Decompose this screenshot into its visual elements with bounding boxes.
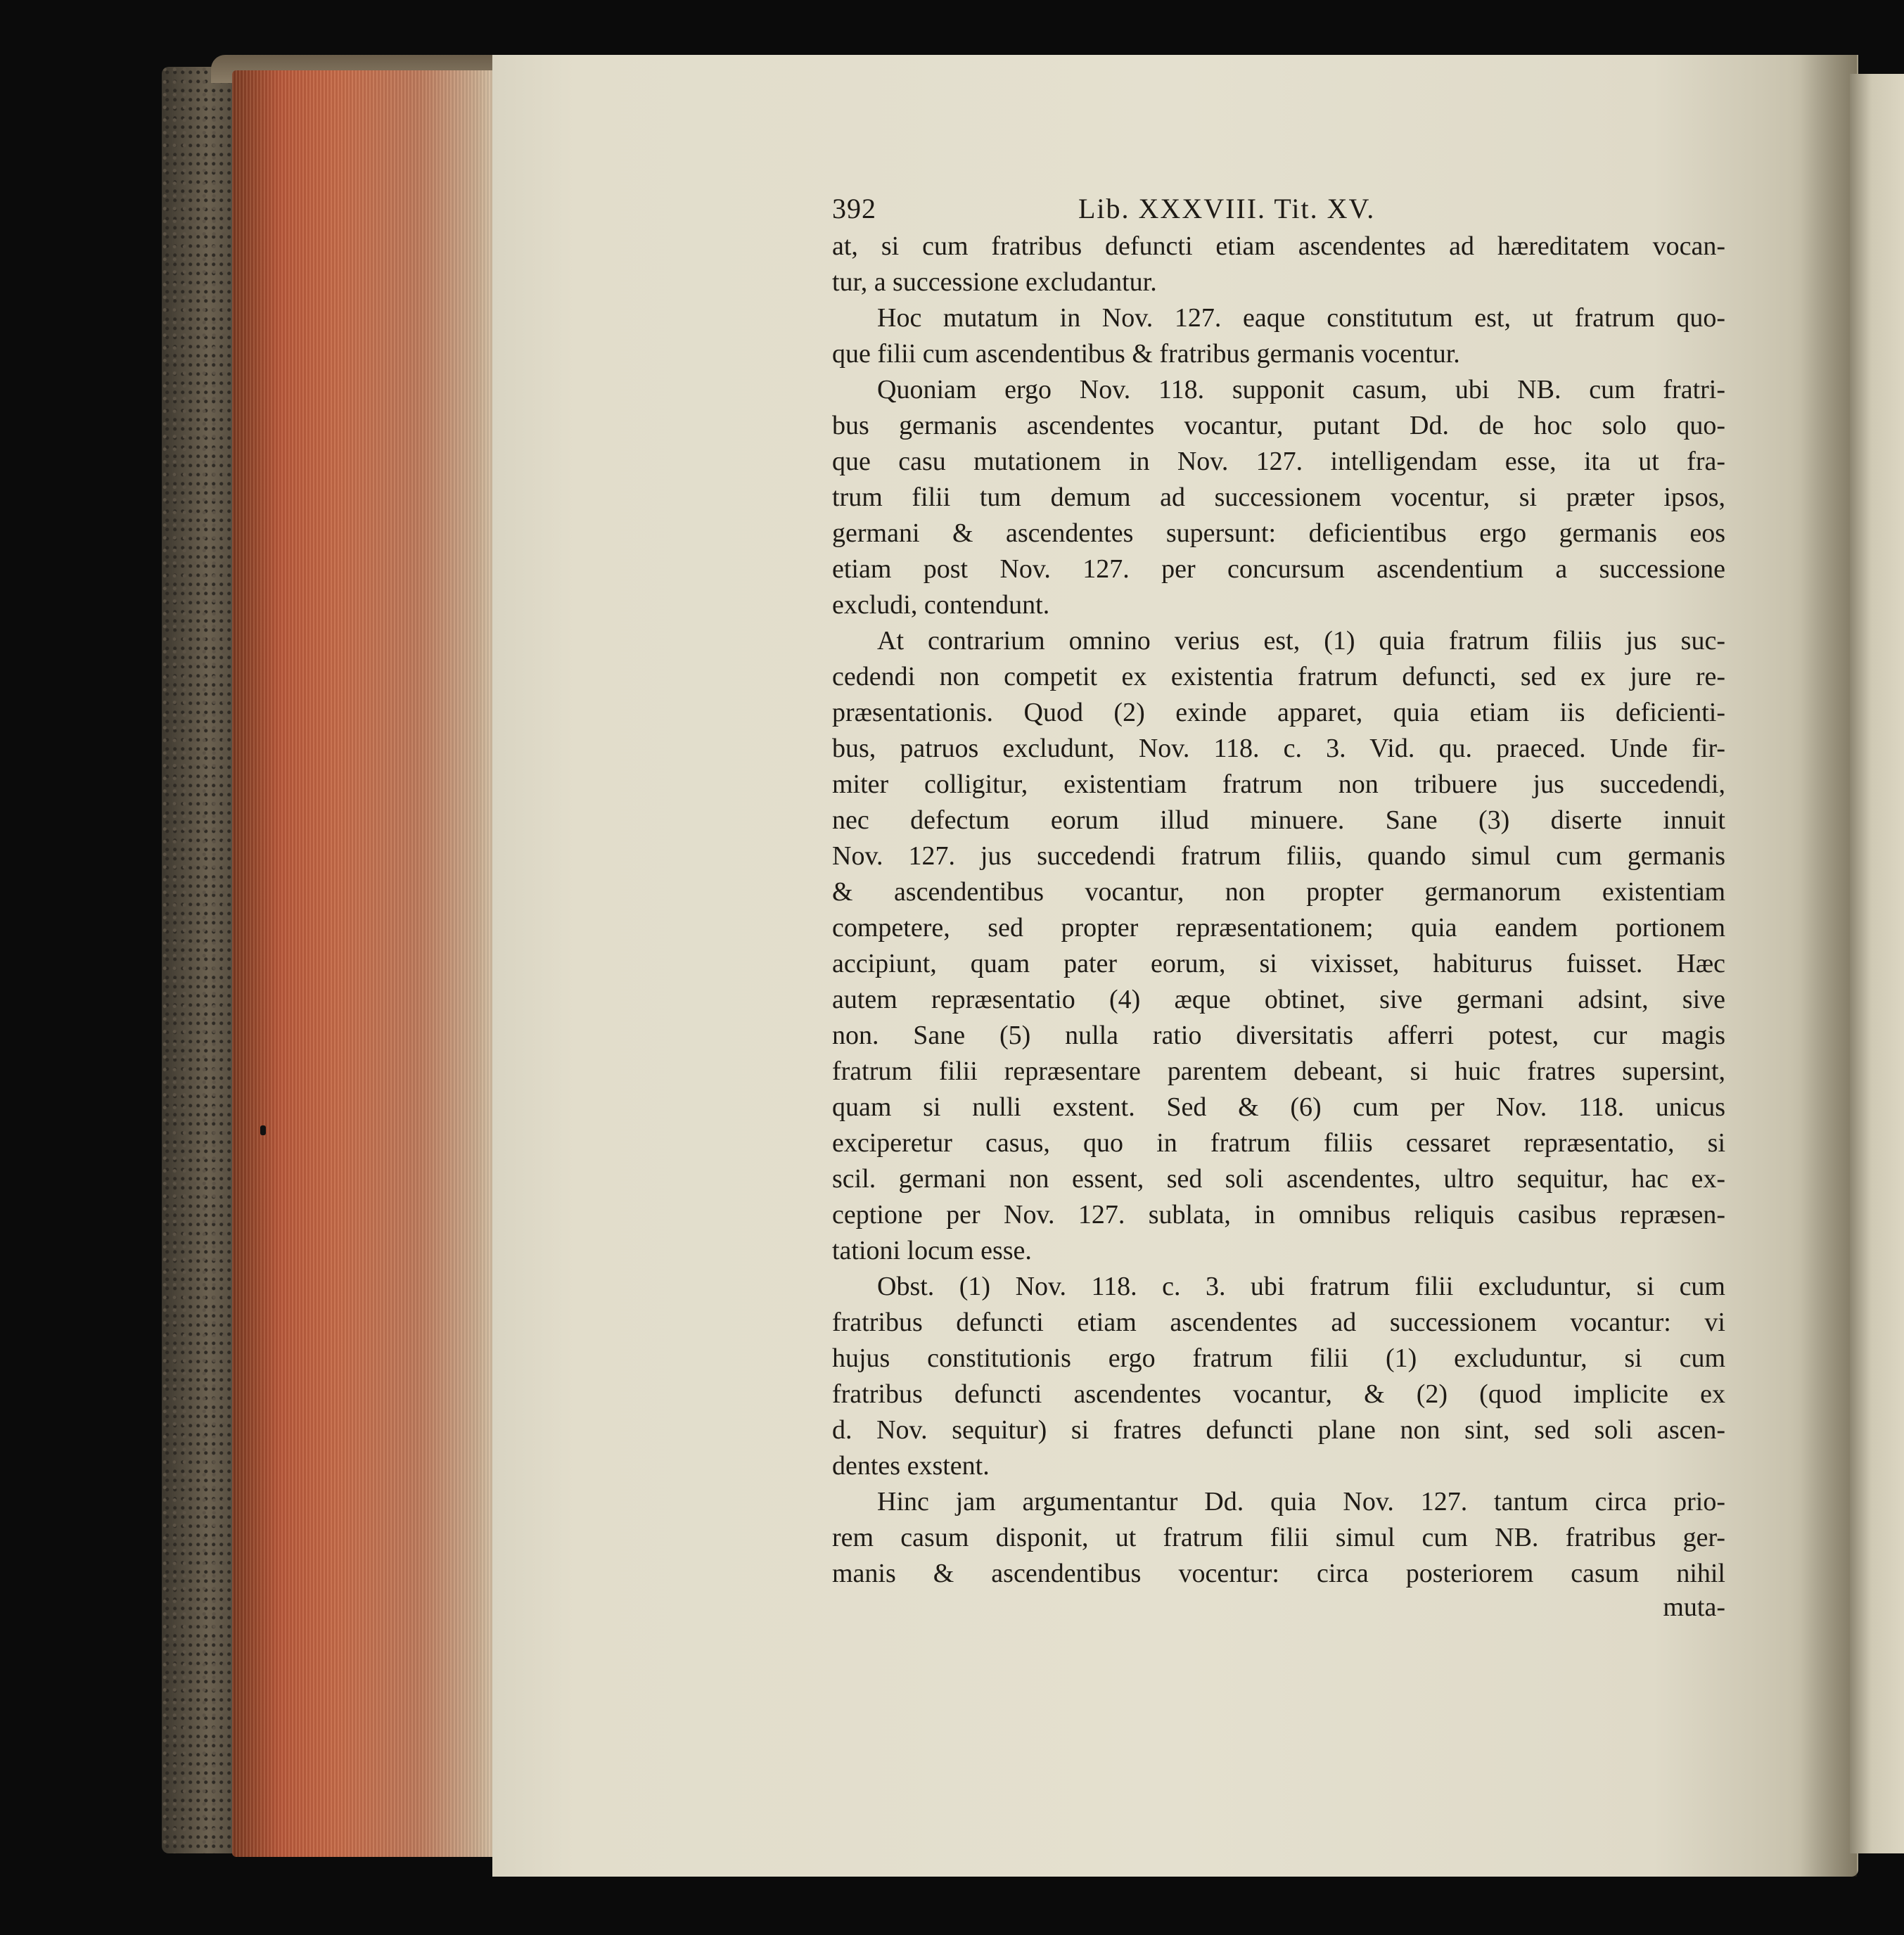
text-line: competere, sed propter repræsentationem; quia eandem portionem <box>832 913 1725 943</box>
page-edge-mark <box>260 1125 266 1135</box>
text-line: nec defectum eorum illud minuere. Sane (3) diserte innuit <box>832 805 1725 835</box>
text-line: scil. germani non essent, sed soli ascendentes, ultro sequitur, hac ex- <box>832 1164 1725 1194</box>
text-line: manis & ascendentibus vocentur: circa posteriorem casum nihil <box>832 1559 1725 1588</box>
text-line: ceptione per Nov. 127. sublata, in omnibus reliquis casibus repræsen- <box>832 1200 1725 1230</box>
text-line: fratribus defuncti etiam ascendentes ad successionem vocantur: vi <box>832 1308 1725 1337</box>
text-line: Obst. (1) Nov. 118. c. 3. ubi fratrum filii excluduntur, si cum <box>877 1272 1725 1301</box>
text-line: At contrarium omnino verius est, (1) quia fratrum filiis jus suc- <box>877 626 1725 656</box>
page-edges <box>232 70 499 1857</box>
running-title: Lib. XXXVIII. Tit. XV. <box>1078 193 1376 224</box>
text-line: germani & ascendentes supersunt: deficientibus ergo germanis eos <box>832 518 1725 548</box>
text-line: exciperetur casus, quo in fratrum filiis cessaret repræsentatio, si <box>832 1128 1725 1158</box>
text-line: non. Sane (5) nulla ratio diversitatis afferri potest, cur magis <box>832 1021 1725 1050</box>
text-line: Hoc mutatum in Nov. 127. eaque constitutum est, ut fratrum quo- <box>877 303 1725 333</box>
text-line: que filii cum ascendentibus & fratribus germanis vocentur. <box>832 339 1460 369</box>
text-line: bus germanis ascendentes vocantur, putant Dd. de hoc solo quo- <box>832 411 1725 440</box>
text-line: Nov. 127. jus succedendi fratrum filiis, quando simul cum germanis <box>832 841 1725 871</box>
facing-page-edge <box>1850 74 1904 1853</box>
text-line: etiam post Nov. 127. per concursum ascendentium a successione <box>832 554 1725 584</box>
text-line: & ascendentibus vocantur, non propter germanorum existentiam <box>832 877 1725 907</box>
gutter-shadow <box>1801 55 1857 1877</box>
text-line: trum filii tum demum ad successionem vocentur, si præter ipsos, <box>832 483 1725 512</box>
text-line: bus, patruos excludunt, Nov. 118. c. 3. Vid. qu. praeced. Unde fir- <box>832 734 1725 763</box>
text-line: fratrum filii repræsentare parentem debeant, si huic fratres supersint, <box>832 1056 1725 1086</box>
text-line: excludi, contendunt. <box>832 590 1050 620</box>
text-line: autem repræsentatio (4) æque obtinet, sive germani adsint, sive <box>832 985 1725 1014</box>
page-text-block <box>832 186 1725 1628</box>
text-line: hujus constitutionis ergo fratrum filii (1) excluduntur, si cum <box>832 1343 1725 1373</box>
text-line: quam si nulli exstent. Sed & (6) cum per Nov. 118. unicus <box>832 1092 1725 1122</box>
running-head <box>832 186 1725 229</box>
catchword: muta- <box>1663 1592 1725 1622</box>
page-number: 392 <box>832 193 876 224</box>
text-line: accipiunt, quam pater eorum, si vixisset, habiturus fuisset. Hæc <box>832 949 1725 978</box>
text-line: d. Nov. sequitur) si fratres defuncti plane non sint, sed soli ascen- <box>832 1415 1725 1445</box>
text-line: dentes exstent. <box>832 1451 990 1481</box>
text-line: cedendi non competit ex existentia fratrum defuncti, sed ex jure re- <box>832 662 1725 691</box>
text-line: at, si cum fratribus defuncti etiam ascendentes ad hæreditatem vocan- <box>832 231 1725 261</box>
text-line: Hinc jam argumentantur Dd. quia Nov. 127. tantum circa prio- <box>877 1487 1725 1516</box>
body-text <box>832 229 1725 1592</box>
text-line: tationi locum esse. <box>832 1236 1032 1265</box>
text-line: præsentationis. Quod (2) exinde apparet, quia etiam iis deficienti- <box>832 698 1725 727</box>
text-line: que casu mutationem in Nov. 127. intelligendam esse, ita ut fra- <box>832 447 1725 476</box>
text-line: Quoniam ergo Nov. 118. supponit casum, ubi NB. cum fratri- <box>877 375 1725 404</box>
text-line: rem casum disponit, ut fratrum filii simul cum NB. fratribus ger- <box>832 1523 1725 1552</box>
text-line: tur, a successione excludantur. <box>832 267 1157 297</box>
text-line: miter colligitur, existentiam fratrum non tribuere jus succedendi, <box>832 769 1725 799</box>
text-line: fratribus defuncti ascendentes vocantur, & (2) (quod implicite ex <box>832 1379 1725 1409</box>
